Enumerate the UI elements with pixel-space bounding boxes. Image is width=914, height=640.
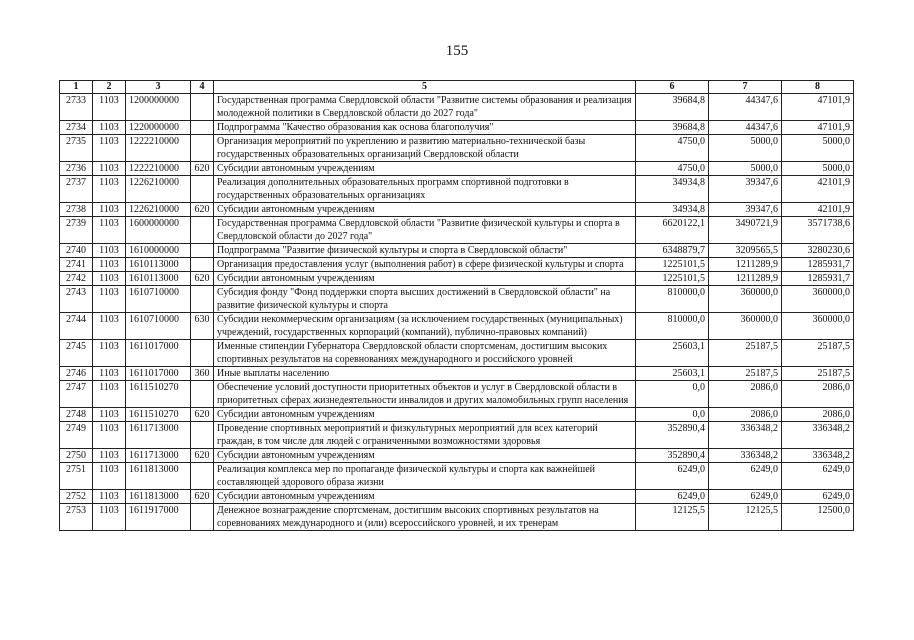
description-cell: Организация мероприятий по укреплению и развитию материально-технической базы государственных образовательных организаций Свердловской области [214, 135, 636, 162]
target-article-cell: 1611017000 [126, 367, 191, 381]
description-cell: Субсидия фонду "Фонд поддержки спорта высших достижений в Свердловской области" на развитие физической культуры и спорта [214, 286, 636, 313]
amount-year3-cell: 3571738,6 [782, 217, 854, 244]
description-cell: Государственная программа Свердловской области "Развитие системы образования и реализация молодежной политики в Свердловской области до 2027 года" [214, 94, 636, 121]
row-number-cell: 2753 [60, 504, 93, 531]
expense-type-cell [191, 286, 214, 313]
section-code-cell: 1103 [93, 244, 126, 258]
target-article-cell: 1220000000 [126, 121, 191, 135]
target-article-cell: 1226210000 [126, 176, 191, 203]
expense-type-cell [191, 381, 214, 408]
amount-year2-cell: 336348,2 [709, 449, 782, 463]
amount-year1-cell: 39684,8 [636, 121, 709, 135]
section-code-cell: 1103 [93, 203, 126, 217]
row-number-cell: 2742 [60, 272, 93, 286]
amount-year3-cell: 360000,0 [782, 286, 854, 313]
amount-year3-cell: 12500,0 [782, 504, 854, 531]
table-row [60, 162, 854, 176]
description-cell: Субсидии автономным учреждениям [214, 449, 636, 463]
description-cell: Организация предоставления услуг (выполнения работ) в сфере физической культуры и спорта [214, 258, 636, 272]
target-article-cell: 1611813000 [126, 490, 191, 504]
amount-year2-cell: 2086,0 [709, 408, 782, 422]
expense-type-cell [191, 244, 214, 258]
description-cell: Субсидии автономным учреждениям [214, 490, 636, 504]
amount-year1-cell: 4750,0 [636, 135, 709, 162]
row-number-cell: 2746 [60, 367, 93, 381]
expense-type-cell [191, 258, 214, 272]
expense-type-cell: 360 [191, 367, 214, 381]
amount-year1-cell: 6249,0 [636, 490, 709, 504]
table-row [60, 340, 854, 367]
table-row [60, 449, 854, 463]
amount-year2-cell: 1211289,9 [709, 272, 782, 286]
table-row [60, 176, 854, 203]
description-cell: Обеспечение условий доступности приоритетных объектов и услуг в Свердловской области в приоритетных сферах жизнедеятельности инвалидов и других маломобильных групп населения [214, 381, 636, 408]
amount-year2-cell: 39347,6 [709, 176, 782, 203]
section-code-cell: 1103 [93, 258, 126, 272]
target-article-cell: 1610710000 [126, 313, 191, 340]
section-code-cell: 1103 [93, 463, 126, 490]
expense-type-cell: 620 [191, 272, 214, 286]
expense-type-cell [191, 463, 214, 490]
expense-type-cell: 620 [191, 203, 214, 217]
page-number: 155 [445, 43, 469, 59]
row-number-cell: 2740 [60, 244, 93, 258]
budget-table [59, 80, 854, 531]
amount-year3-cell: 42101,9 [782, 176, 854, 203]
target-article-cell: 1611510270 [126, 381, 191, 408]
amount-year3-cell: 6249,0 [782, 463, 854, 490]
target-article-cell: 1222210000 [126, 135, 191, 162]
row-number-cell: 2745 [60, 340, 93, 367]
row-number-cell: 2741 [60, 258, 93, 272]
table-row [60, 422, 854, 449]
amount-year1-cell: 810000,0 [636, 313, 709, 340]
target-article-cell: 1611017000 [126, 340, 191, 367]
amount-year3-cell: 336348,2 [782, 449, 854, 463]
target-article-cell: 1226210000 [126, 203, 191, 217]
description-cell: Государственная программа Свердловской области "Развитие физической культуры и спорта в Свердловской области до 2027 года" [214, 217, 636, 244]
row-number-cell: 2737 [60, 176, 93, 203]
section-code-cell: 1103 [93, 408, 126, 422]
row-number-cell: 2744 [60, 313, 93, 340]
row-number-cell: 2749 [60, 422, 93, 449]
column-header-year3: 8 [782, 81, 854, 94]
table-row [60, 121, 854, 135]
target-article-cell: 1611510270 [126, 408, 191, 422]
table-row [60, 490, 854, 504]
column-header-section: 2 [93, 81, 126, 94]
amount-year3-cell: 42101,9 [782, 203, 854, 217]
table-row [60, 367, 854, 381]
column-header-target-article: 3 [126, 81, 191, 94]
amount-year1-cell: 6249,0 [636, 463, 709, 490]
target-article-cell: 1610000000 [126, 244, 191, 258]
row-number-cell: 2734 [60, 121, 93, 135]
section-code-cell: 1103 [93, 381, 126, 408]
amount-year2-cell: 25187,5 [709, 340, 782, 367]
expense-type-cell [191, 121, 214, 135]
amount-year2-cell: 5000,0 [709, 162, 782, 176]
amount-year3-cell: 3280230,6 [782, 244, 854, 258]
amount-year2-cell: 25187,5 [709, 367, 782, 381]
expense-type-cell: 630 [191, 313, 214, 340]
table-row [60, 381, 854, 408]
target-article-cell: 1610710000 [126, 286, 191, 313]
amount-year1-cell: 352890,4 [636, 422, 709, 449]
amount-year3-cell: 5000,0 [782, 135, 854, 162]
expense-type-cell [191, 135, 214, 162]
description-cell: Подпрограмма "Качество образования как основа благополучия" [214, 121, 636, 135]
expense-type-cell [191, 217, 214, 244]
target-article-cell: 1200000000 [126, 94, 191, 121]
amount-year2-cell: 2086,0 [709, 381, 782, 408]
description-cell: Именные стипендии Губернатора Свердловской области спортсменам, достигшим высоких спортивных результатов на соревнованиях международного и российского уровней [214, 340, 636, 367]
amount-year2-cell: 12125,5 [709, 504, 782, 531]
section-code-cell: 1103 [93, 135, 126, 162]
table-row [60, 408, 854, 422]
amount-year3-cell: 360000,0 [782, 313, 854, 340]
amount-year2-cell: 44347,6 [709, 121, 782, 135]
table-row [60, 258, 854, 272]
amount-year1-cell: 39684,8 [636, 94, 709, 121]
section-code-cell: 1103 [93, 217, 126, 244]
amount-year2-cell: 5000,0 [709, 135, 782, 162]
target-article-cell: 1610113000 [126, 258, 191, 272]
amount-year2-cell: 3490721,9 [709, 217, 782, 244]
row-number-cell: 2752 [60, 490, 93, 504]
amount-year1-cell: 6348879,7 [636, 244, 709, 258]
target-article-cell: 1600000000 [126, 217, 191, 244]
row-number-cell: 2736 [60, 162, 93, 176]
section-code-cell: 1103 [93, 504, 126, 531]
section-code-cell: 1103 [93, 449, 126, 463]
section-code-cell: 1103 [93, 367, 126, 381]
section-code-cell: 1103 [93, 272, 126, 286]
amount-year3-cell: 336348,2 [782, 422, 854, 449]
description-cell: Реализация дополнительных образовательных программ спортивной подготовки в государственных образовательных организациях [214, 176, 636, 203]
row-number-cell: 2733 [60, 94, 93, 121]
amount-year3-cell: 47101,9 [782, 94, 854, 121]
column-header-row-number: 1 [60, 81, 93, 94]
amount-year1-cell: 34934,8 [636, 203, 709, 217]
amount-year2-cell: 1211289,9 [709, 258, 782, 272]
table-row [60, 94, 854, 121]
target-article-cell: 1610113000 [126, 272, 191, 286]
amount-year3-cell: 2086,0 [782, 381, 854, 408]
expense-type-cell: 620 [191, 408, 214, 422]
amount-year3-cell: 25187,5 [782, 340, 854, 367]
expense-type-cell [191, 176, 214, 203]
table-row [60, 286, 854, 313]
row-number-cell: 2748 [60, 408, 93, 422]
target-article-cell: 1611813000 [126, 463, 191, 490]
expense-type-cell [191, 504, 214, 531]
table-row [60, 135, 854, 162]
expense-type-cell: 620 [191, 162, 214, 176]
amount-year1-cell: 25603,1 [636, 340, 709, 367]
row-number-cell: 2738 [60, 203, 93, 217]
row-number-cell: 2751 [60, 463, 93, 490]
amount-year1-cell: 1225101,5 [636, 272, 709, 286]
amount-year1-cell: 352890,4 [636, 449, 709, 463]
section-code-cell: 1103 [93, 286, 126, 313]
description-cell: Субсидии автономным учреждениям [214, 408, 636, 422]
amount-year1-cell: 810000,0 [636, 286, 709, 313]
description-cell: Иные выплаты населению [214, 367, 636, 381]
column-header-year1: 6 [636, 81, 709, 94]
table-row [60, 313, 854, 340]
amount-year2-cell: 44347,6 [709, 94, 782, 121]
amount-year1-cell: 34934,8 [636, 176, 709, 203]
column-header-expense-type: 4 [191, 81, 214, 94]
table-row [60, 504, 854, 531]
amount-year3-cell: 5000,0 [782, 162, 854, 176]
row-number-cell: 2747 [60, 381, 93, 408]
description-cell: Денежное вознаграждение спортсменам, достигшим высоких спортивных результатов на соревнованиях международного и (или) всероссийского уровней, и их тренерам [214, 504, 636, 531]
row-number-cell: 2743 [60, 286, 93, 313]
description-cell: Реализация комплекса мер по пропаганде физической культуры и спорта как важнейшей составляющей здорового образа жизни [214, 463, 636, 490]
row-number-cell: 2735 [60, 135, 93, 162]
header-row [60, 81, 854, 94]
amount-year1-cell: 4750,0 [636, 162, 709, 176]
table-body [60, 94, 854, 531]
table-row [60, 203, 854, 217]
amount-year1-cell: 12125,5 [636, 504, 709, 531]
description-cell: Субсидии некоммерческим организациям (за исключением государственных (муниципальных) учреждений, государственных корпораций (компаний), публично-правовых компаний) [214, 313, 636, 340]
amount-year2-cell: 360000,0 [709, 313, 782, 340]
table-row [60, 272, 854, 286]
description-cell: Субсидии автономным учреждениям [214, 272, 636, 286]
expense-type-cell [191, 422, 214, 449]
amount-year2-cell: 6249,0 [709, 463, 782, 490]
section-code-cell: 1103 [93, 313, 126, 340]
table-row [60, 244, 854, 258]
amount-year2-cell: 360000,0 [709, 286, 782, 313]
target-article-cell: 1611713000 [126, 449, 191, 463]
amount-year1-cell: 25603,1 [636, 367, 709, 381]
section-code-cell: 1103 [93, 121, 126, 135]
target-article-cell: 1222210000 [126, 162, 191, 176]
amount-year3-cell: 1285931,7 [782, 258, 854, 272]
column-header-description: 5 [214, 81, 636, 94]
description-cell: Субсидии автономным учреждениям [214, 162, 636, 176]
amount-year3-cell: 2086,0 [782, 408, 854, 422]
amount-year3-cell: 25187,5 [782, 367, 854, 381]
expense-type-cell: 620 [191, 449, 214, 463]
target-article-cell: 1611713000 [126, 422, 191, 449]
amount-year3-cell: 1285931,7 [782, 272, 854, 286]
amount-year1-cell: 6620122,1 [636, 217, 709, 244]
amount-year2-cell: 3209565,5 [709, 244, 782, 258]
target-article-cell: 1611917000 [126, 504, 191, 531]
section-code-cell: 1103 [93, 176, 126, 203]
expense-type-cell: 620 [191, 490, 214, 504]
description-cell: Субсидии автономным учреждениям [214, 203, 636, 217]
row-number-cell: 2750 [60, 449, 93, 463]
amount-year2-cell: 336348,2 [709, 422, 782, 449]
amount-year2-cell: 6249,0 [709, 490, 782, 504]
section-code-cell: 1103 [93, 422, 126, 449]
row-number-cell: 2739 [60, 217, 93, 244]
table-row [60, 217, 854, 244]
expense-type-cell [191, 340, 214, 367]
amount-year2-cell: 39347,6 [709, 203, 782, 217]
section-code-cell: 1103 [93, 162, 126, 176]
table-row [60, 463, 854, 490]
description-cell: Проведение спортивных мероприятий и физкультурных мероприятий для всех категорий граждан, в том числе для людей с ограниченными возможностями здоровья [214, 422, 636, 449]
section-code-cell: 1103 [93, 340, 126, 367]
amount-year1-cell: 0,0 [636, 408, 709, 422]
amount-year3-cell: 6249,0 [782, 490, 854, 504]
section-code-cell: 1103 [93, 94, 126, 121]
amount-year3-cell: 47101,9 [782, 121, 854, 135]
column-header-year2: 7 [709, 81, 782, 94]
amount-year1-cell: 1225101,5 [636, 258, 709, 272]
section-code-cell: 1103 [93, 490, 126, 504]
description-cell: Подпрограмма "Развитие физической культуры и спорта в Свердловской области" [214, 244, 636, 258]
amount-year1-cell: 0,0 [636, 381, 709, 408]
expense-type-cell [191, 94, 214, 121]
